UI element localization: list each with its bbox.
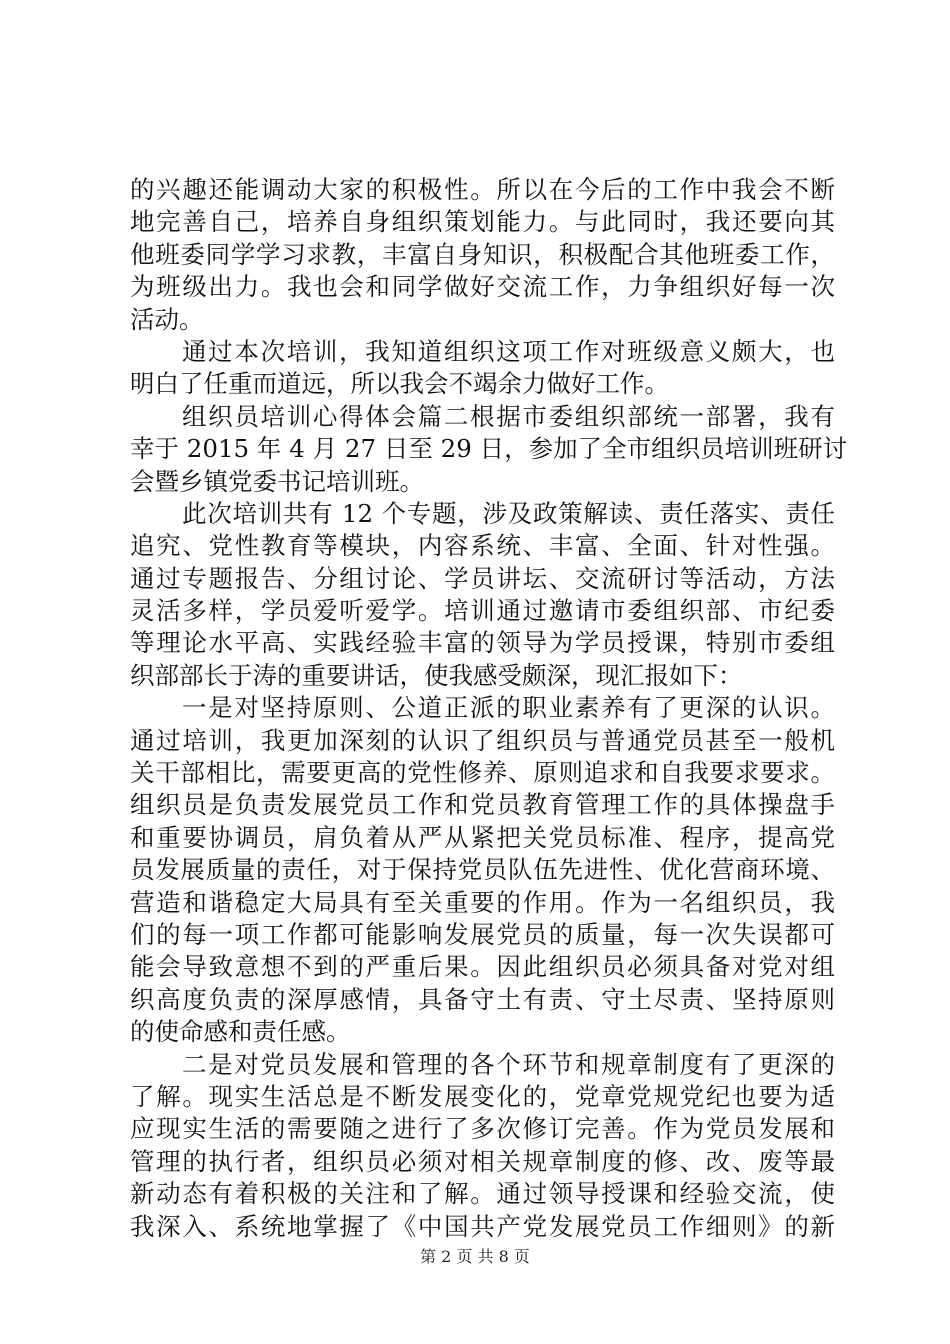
text-line: 明白了任重而道远，所以我会不竭余力做好工作。 — [130, 369, 669, 399]
text-line: 管理的执行者，组织员必须对相关规章制度的修、改、废等最 — [130, 1146, 835, 1176]
text-line: 我深入、系统地掌握了《中国共产党发展党员工作细则》的新 — [130, 1211, 835, 1241]
text-line: 他班委同学学习求教，丰富自身知识，积极配合其他班委工作， — [130, 239, 835, 269]
text-line: 为班级出力。我也会和同学做好交流工作，力争组织好每一次 — [130, 272, 835, 302]
text-line: 的使命感和责任感。 — [130, 1017, 351, 1047]
text-line: 会暨乡镇党委书记培训班。 — [130, 466, 424, 496]
text-line: 二是对党员发展和管理的各个环节和规章制度有了更深的 — [182, 1049, 835, 1079]
page-footer: 第 2 页 共 8 页 — [420, 1247, 530, 1266]
text-line: 员发展质量的责任，对于保持党员队伍先进性、优化营商环境、 — [130, 855, 835, 885]
text-line: 通过专题报告、分组讨论、学员讲坛、交流研讨等活动，方法 — [130, 563, 835, 593]
text-line: 营造和谐稳定大局具有至关重要的作用。作为一名组织员，我 — [130, 887, 835, 917]
text-line: 能会导致意想不到的严重后果。因此组织员必须具备对党对组 — [130, 952, 835, 982]
text-line: 的兴趣还能调动大家的积极性。所以在今后的工作中我会不断 — [130, 175, 835, 204]
text-line: 组织员培训心得体会篇二根据市委组织部统一部署，我有 — [182, 401, 835, 431]
text-line: 活动。 — [130, 304, 204, 334]
text-line: 关干部相比，需要更高的党性修养、原则追求和自我要求要求。 — [130, 758, 835, 788]
text-line: 地完善自己，培养自身组织策划能力。与此同时，我还要向其 — [130, 207, 835, 237]
text-line: 织部部长于涛的重要讲话，使我感受颇深，现汇报如下： — [130, 660, 743, 690]
text-line: 们的每一项工作都可能影响发展党员的质量，每一次失误都可 — [130, 919, 835, 949]
text-line: 通过本次培训，我知道组织这项工作对班级意义颇大，也 — [182, 336, 835, 366]
document-body — [130, 174, 848, 1243]
text-line: 织高度负责的深厚感情，具备守土有责、守土尽责、坚持原则 — [130, 984, 835, 1014]
text-line: 应现实生活的需要随之进行了多次修订完善。作为党员发展和 — [130, 1114, 835, 1144]
text-line: 幸于 2015 年 4 月 27 日至 29 日，参加了全市组织员培训班研讨 — [130, 434, 848, 464]
text-line: 追究、党性教育等模块，内容系统、丰富、全面、针对性强。 — [130, 531, 835, 561]
text-line: 了解。现实生活总是不断发展变化的，党章党规党纪也要为适 — [130, 1081, 835, 1111]
text-line: 灵活多样，学员爱听爱学。培训通过邀请市委组织部、市纪委 — [130, 596, 835, 626]
text-line: 等理论水平高、实践经验丰富的领导为学员授课，特别市委组 — [130, 628, 835, 658]
text-line: 新动态有着积极的关注和了解。通过领导授课和经验交流，使 — [130, 1179, 835, 1209]
text-line: 和重要协调员，肩负着从严从紧把关党员标准、程序，提高党 — [130, 822, 835, 852]
text-line: 通过培训，我更加深刻的认识了组织员与普通党员甚至一般机 — [130, 725, 835, 755]
text-line: 一是对坚持原则、公道正派的职业素养有了更深的认识。 — [182, 693, 835, 723]
text-line: 此次培训共有 12 个专题，涉及政策解读、责任落实、责任 — [182, 498, 835, 528]
text-line: 组织员是负责发展党员工作和党员教育管理工作的具体操盘手 — [130, 790, 835, 820]
